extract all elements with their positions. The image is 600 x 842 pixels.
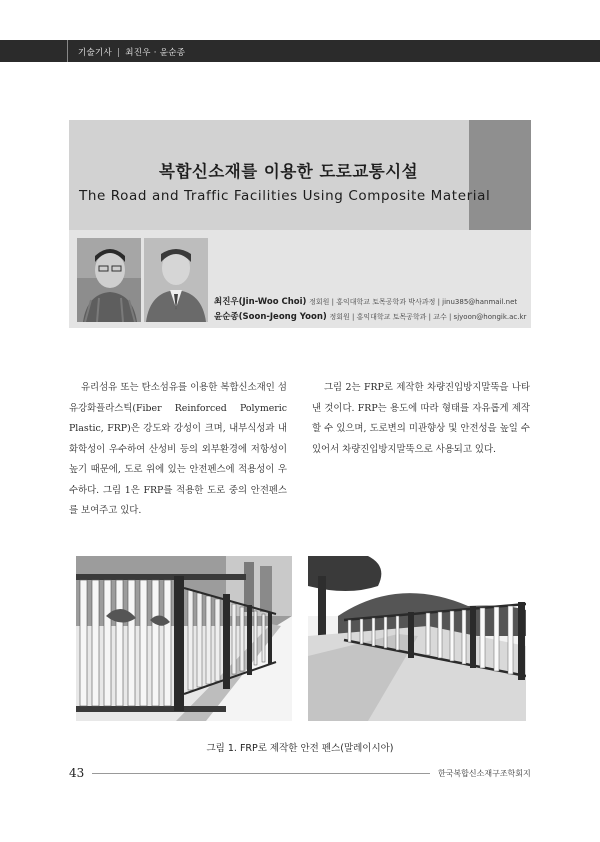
figure-1-caption: 그림 1. FRP로 제작한 안전 펜스(말레이시아) (206, 743, 394, 754)
title-block (69, 120, 531, 328)
body-column-left (69, 378, 287, 522)
article-title-korean: 복합신소재를 이용한 도로교통시설 (159, 162, 419, 181)
figure-1-photo-right (308, 556, 526, 721)
running-header: 기술기사 | 최진우 · 윤순종 (78, 48, 186, 58)
header-authors: 최진우 · 윤순종 (125, 48, 186, 58)
header-divider (67, 40, 68, 62)
figure-1-photo-left (76, 556, 292, 721)
footer-rule (92, 773, 430, 774)
author-name-2: 윤순종(Soon-Jeong Yoon) (214, 312, 327, 322)
author-line-1 (214, 295, 517, 307)
page-number: 43 (69, 766, 85, 780)
article-title-english: The Road and Traffic Facilities Using Composite Material (79, 188, 491, 204)
section-label: 기술기사 (78, 48, 113, 58)
author-photo-yoon (144, 238, 208, 322)
author-name-1: 최진우(Jin-Woo Choi) (214, 297, 307, 307)
journal-name: 한국복합신소재구조학회지 (438, 769, 531, 778)
author-affiliation-1: 정회원 | 홍익대학교 토목공학과 박사과정 | jinu385@hanmail.net (309, 298, 518, 306)
author-line-2 (214, 310, 526, 322)
author-affiliation-2: 정회원 | 홍익대학교 토목공학과 | 교수 | sjyoon@hongik.ac.kr (329, 313, 527, 321)
title-accent-block (469, 120, 531, 230)
paragraph-1: 유리섬유 또는 탄소섬유를 이용한 복합신소재인 섬유강화플라스틱(Fiber Reinforced Polymeric Plastic, FRP)은 강도와 강성이 크며, 내부식성과 내화학성이 우수하여 산성비 등의 외부환경에 저항성이 높기 때문에, 도로 위에 있는 안전펜스에 적용성이 우수하다. 그림 1은 FRP를 적용한 도로 중의 안전펜스를 보여주고 있다. (69, 382, 287, 516)
paragraph-2: 그림 2는 FRP로 제작한 차량진입방지말뚝을 나타낸 것이다. FRP는 용도에 따라 형태를 자유롭게 제작할 수 있으며, 도로변의 미관향상 및 안전성을 높일 수 있어서 차량진입방지말뚝으로 사용되고 있다. (312, 382, 530, 455)
body-column-right (312, 378, 530, 460)
author-photo-choi (77, 238, 141, 322)
